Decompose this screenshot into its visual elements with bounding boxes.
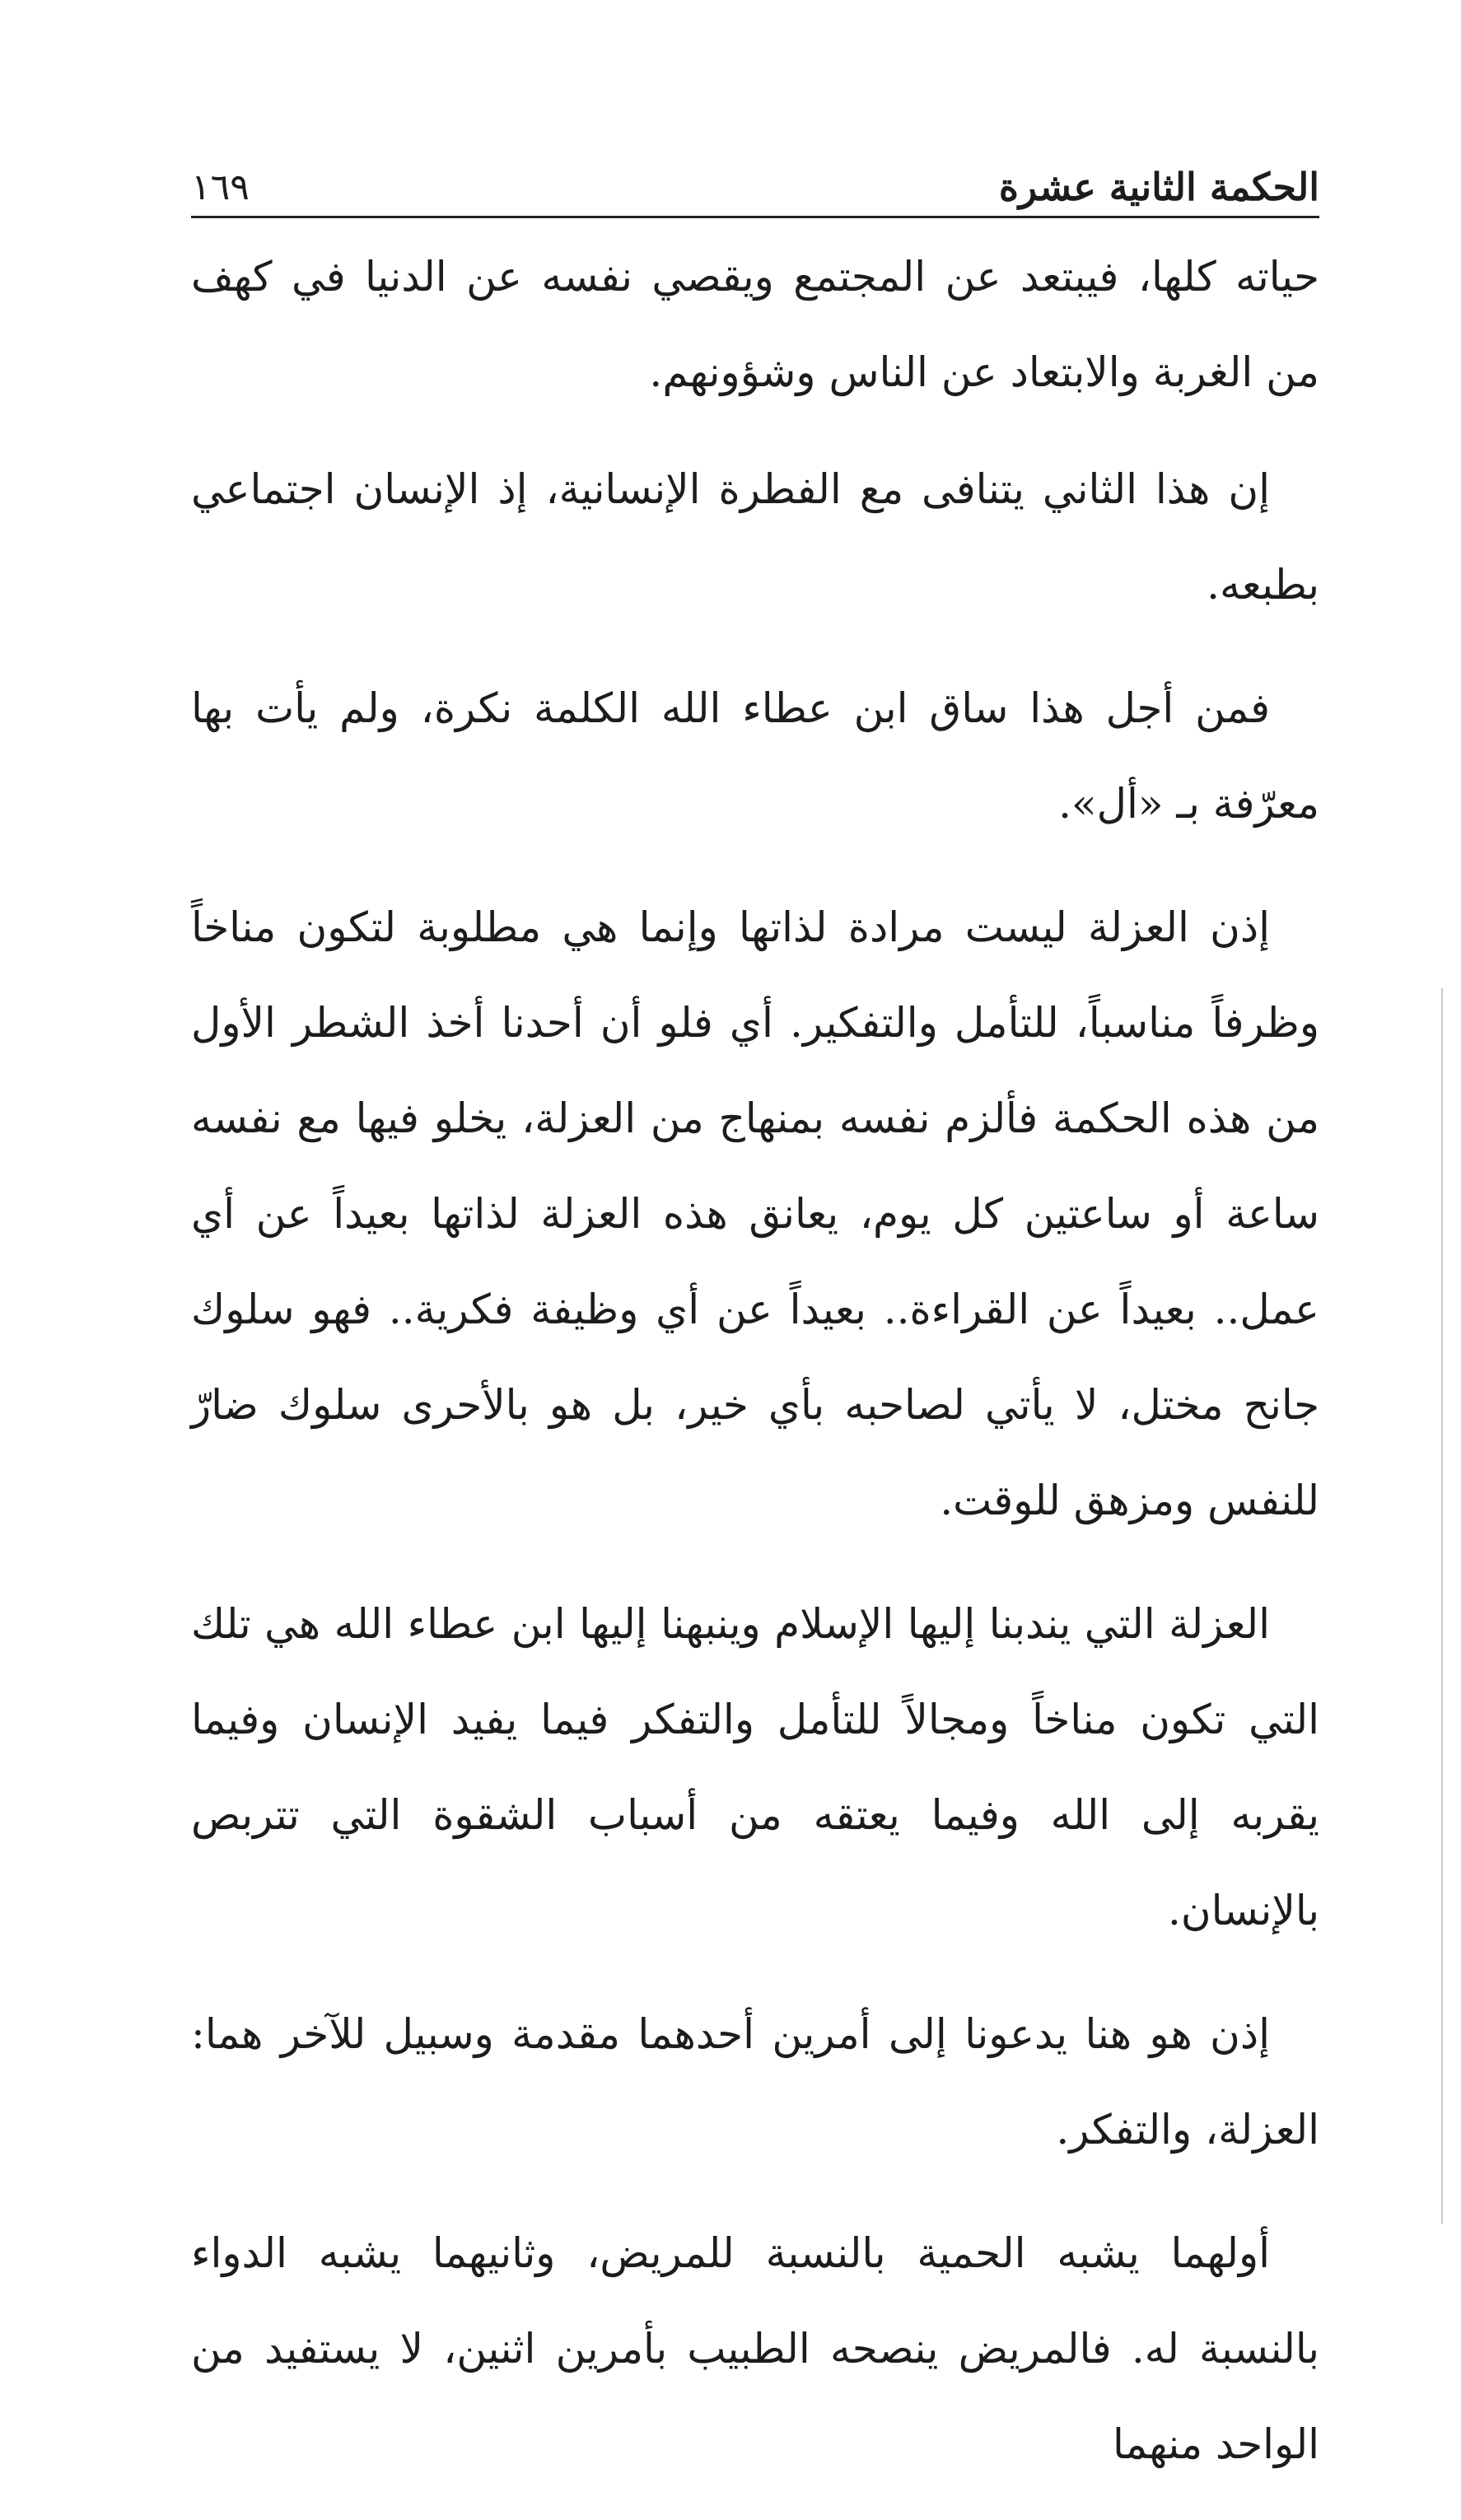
page-number: ١٦٩ (191, 166, 250, 208)
paragraph-5: العزلة التي يندبنا إليها الإسلام وينبهنا إليها ابن عطاء الله هي تلك التي تكون مناخاً ومجالاً للتأمل والتفكر فيما يفيد الإنسان وفيما يقربه إلى الله وفيما يعتقه من أسباب الشقوة التي تتربص بالإنسان. (191, 1600, 1319, 1934)
header-title: الحكمة الثانية عشرة (998, 165, 1319, 209)
paragraph-7: أولهما يشبه الحمية بالنسبة للمريض، وثانيهما يشبه الدواء بالنسبة له. فالمريض ينصحه الطبيب بأمرين اثنين، لا يستفيد من الواحد منهما (191, 2229, 1319, 2468)
paragraph-2: إن هذا الثاني يتنافى مع الفطرة الإنسانية، إذ الإنسان اجتماعي بطبعه. (191, 465, 1319, 609)
paragraph-4: إذن العزلة ليست مرادة لذاتها وإنما هي مطلوبة لتكون مناخاً وظرفاً مناسباً، للتأمل والتفكير. أي فلو أن أحدنا أخذ الشطر الأول من هذه الحكمة فألزم نفسه بمنهاج من العزلة، يخلو فيها مع نفسه ساعة أو ساعتين كل يوم، يعانق هذه العزلة لذاتها بعيداً عن أي عمل.. بعيداً عن القراءة.. بعيداً عن أي وظيفة فكرية.. فهو سلوك جانح مختل، لا يأتي لصاحبه بأي خير، بل هو بالأحرى سلوك ضارّ للنفس ومزهق للوقت. (191, 903, 1319, 1524)
body-text (191, 229, 1319, 2520)
header-rule (191, 216, 1319, 218)
scan-margin-shadow (1441, 988, 1443, 2224)
paragraph-6: إذن هو هنا يدعونا إلى أمرين أحدهما مقدمة وسبيل للآخر هما: العزلة، والتفكر. (191, 2010, 1319, 2154)
paragraph-1: حياته كلها، فيبتعد عن المجتمع ويقصي نفسه عن الدنيا في كهف من الغربة والابتعاد عن الناس وشؤونهم. (191, 253, 1319, 396)
paragraph-3: فمن أجل هذا ساق ابن عطاء الله الكلمة نكرة، ولم يأت بها معرّفة بـ «أل». (191, 684, 1319, 828)
running-header (191, 140, 1319, 209)
